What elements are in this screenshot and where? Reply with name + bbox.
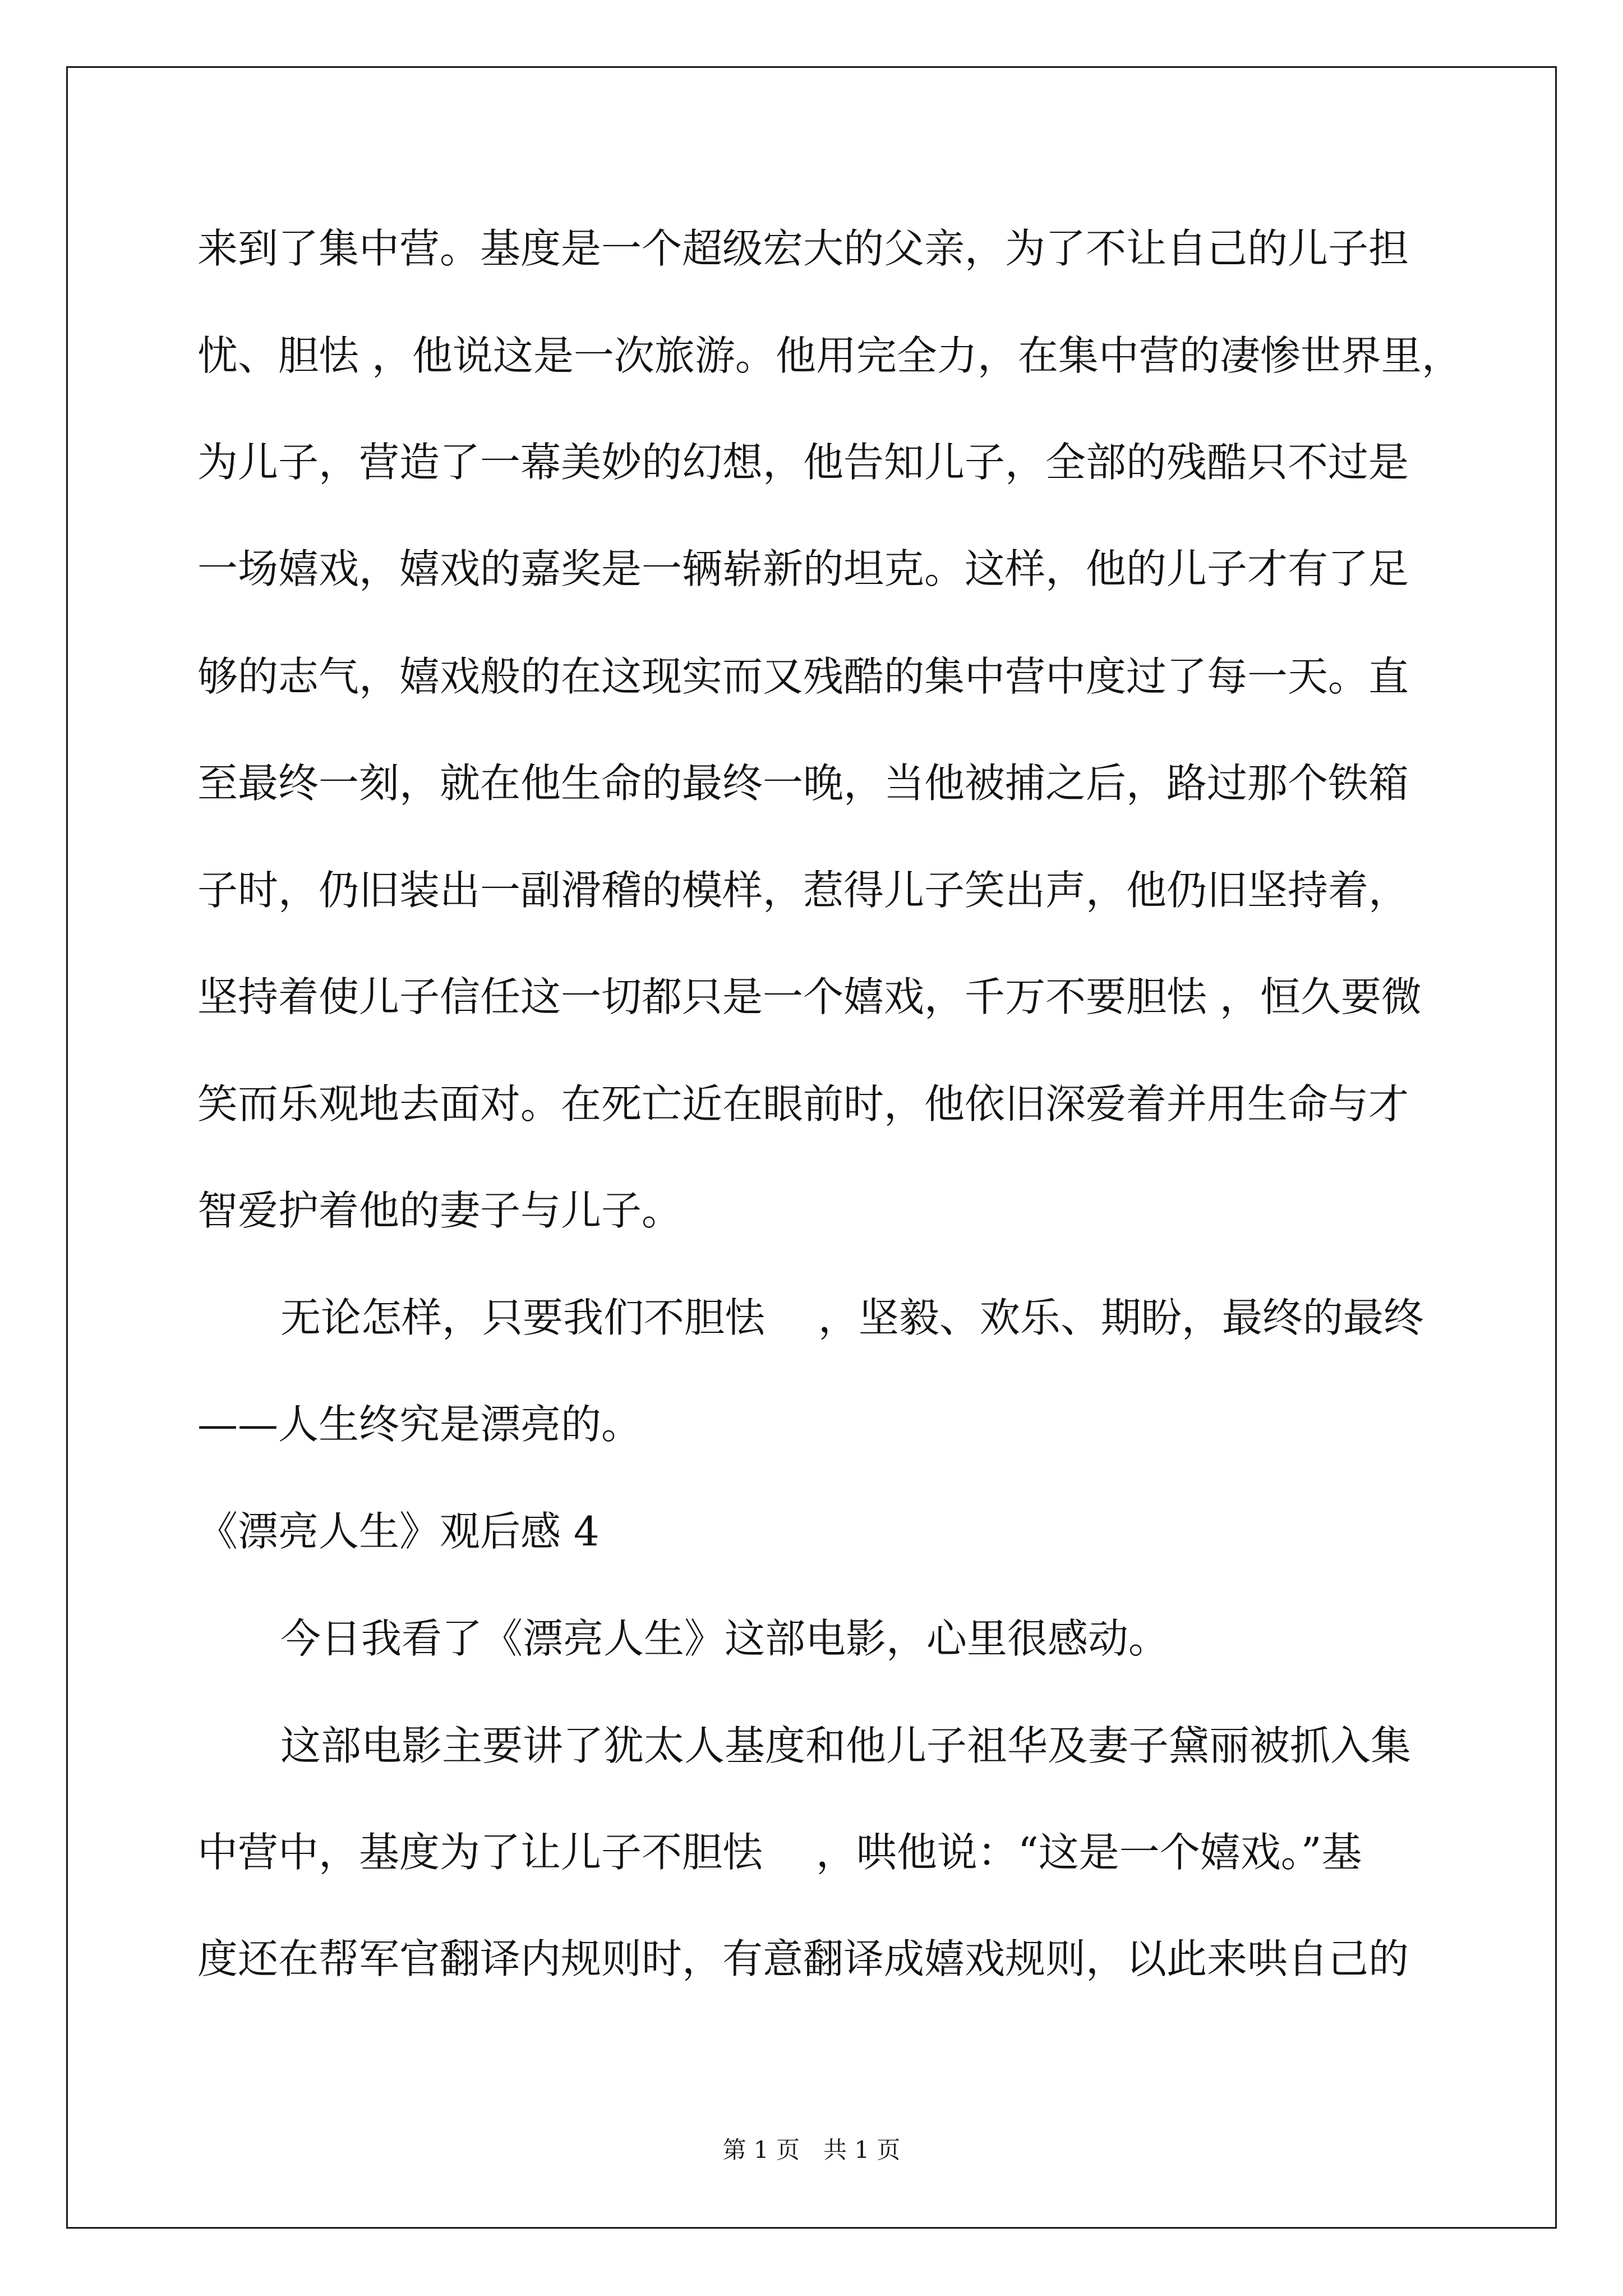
paragraph-line: ——人生终究是漂亮的。 <box>197 1401 642 1448</box>
paragraph-line: 至最终一刻，就在他生命的最终一晚，当他被捕之后，路过那个铁箱 <box>197 760 1409 807</box>
paragraph-line: 无论怎样，只要我们不胆怯 ，坚毅、欢乐、期盼，最终的最终 <box>280 1294 1424 1341</box>
paragraph-line: 智爱护着他的妻子与儿子。 <box>197 1187 683 1234</box>
paragraph-line: 够的志气，嬉戏般的在这现实而又残酷的集中营中度过了每一天。直 <box>197 653 1409 700</box>
section-heading: 《漂亮人生》观后感 4 <box>197 1508 600 1555</box>
paragraph-line: 这部电影主要讲了犹太人基度和他儿子祖华及妻子黛丽被抓入集 <box>280 1722 1412 1769</box>
paragraph-line: 为儿子，营造了一幕美妙的幻想，他告知儿子，全部的残酷只不过是 <box>197 439 1409 486</box>
paragraph-line: 来到了集中营。基度是一个超级宏大的父亲，为了不让自己的儿子担 <box>197 225 1409 272</box>
paragraph-line: 中营中，基度为了让儿子不胆怯 ，哄他说：“这是一个嬉戏。”基 <box>197 1829 1362 1876</box>
paragraph-line: 笑而乐观地去面对。在死亡近在眼前时，他依旧深爱着并用生命与才 <box>197 1080 1409 1128</box>
paragraph-line: 子时，仍旧装出一副滑稽的模样，惹得儿子笑出声，他仍旧坚持着， <box>197 867 1409 914</box>
page-footer: 第 1 页 共 1 页 <box>722 2136 901 2164</box>
paragraph-line: 坚持着使儿子信任这一切都只是一个嬉戏，千万不要胆怯 ，恒久要微 <box>197 973 1422 1020</box>
paragraph-line: 今日我看了《漂亮人生》这部电影，心里很感动。 <box>280 1615 1169 1662</box>
paragraph-line: 一场嬉戏，嬉戏的嘉奖是一辆崭新的坦克。这样，他的儿子才有了足 <box>197 545 1409 592</box>
paragraph-line: 忧、胆怯 ，他说这是一次旅游。他用完全力，在集中营的凄惨世界里， <box>197 332 1462 379</box>
page-border <box>66 66 1557 2229</box>
paragraph-line: 度还在帮军官翻译内规则时，有意翻译成嬉戏规则，以此来哄自己的 <box>197 1935 1409 1982</box>
